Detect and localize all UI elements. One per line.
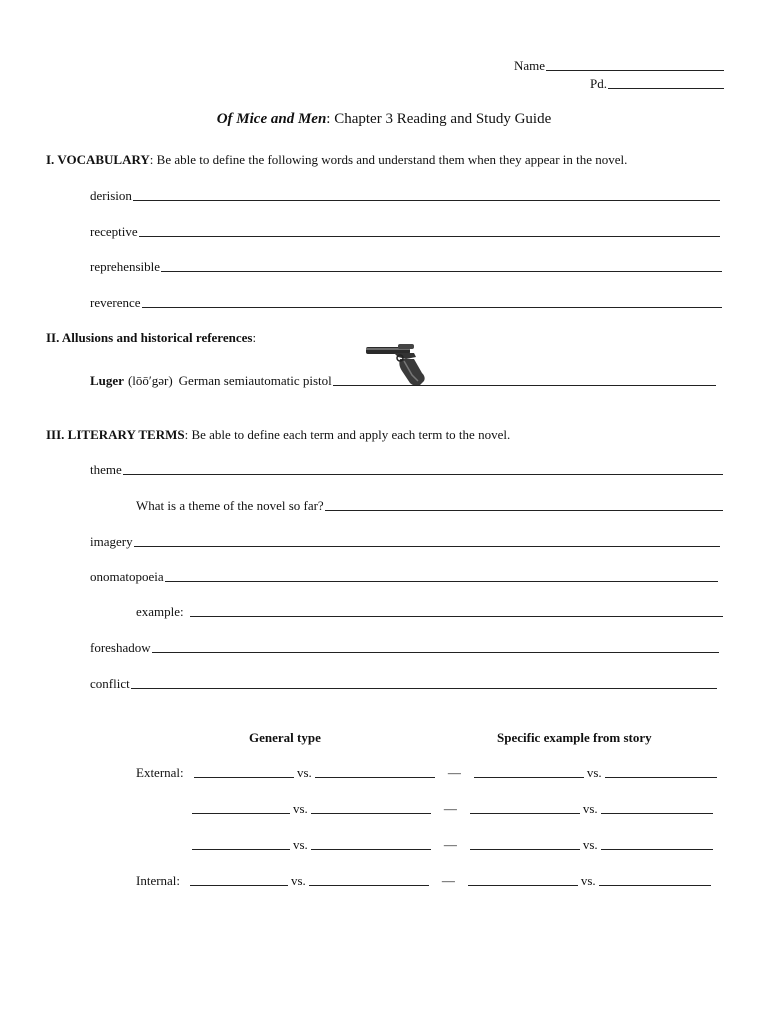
vs-label: vs. <box>293 837 308 852</box>
title-rest: : Chapter 3 Reading and Study Guide <box>326 111 552 127</box>
term-row[interactable] <box>90 569 718 585</box>
theme-question-row[interactable] <box>136 498 723 514</box>
answer-blank[interactable] <box>315 777 435 778</box>
answer-blank[interactable] <box>474 777 584 778</box>
dash: — <box>443 837 457 852</box>
term-row[interactable] <box>90 640 719 656</box>
vs-label: vs. <box>580 873 596 888</box>
conflict-row[interactable] <box>189 801 716 817</box>
answer-blank[interactable] <box>194 777 294 778</box>
term-row[interactable] <box>90 676 717 692</box>
col-specific-example: Specific example from story <box>497 730 652 745</box>
answer-blank[interactable] <box>190 885 288 886</box>
literary-heading: III. LITERARY TERMS <box>46 427 185 442</box>
vocab-row[interactable] <box>90 188 720 204</box>
answer-blank[interactable] <box>605 777 717 778</box>
term-foreshadow: foreshadow <box>90 640 151 655</box>
example-label: example: <box>136 604 184 619</box>
answer-blank[interactable] <box>192 849 290 850</box>
allusion-definition: German semiautomatic pistol <box>178 373 332 388</box>
vocab-instructions: : Be able to define the following words and understand them when they appear in the novel. <box>149 152 628 167</box>
dash: — <box>441 873 455 888</box>
pd-field[interactable] <box>590 76 724 92</box>
answer-blank[interactable] <box>601 849 713 850</box>
pd-label: Pd. <box>590 76 607 91</box>
answer-blank[interactable] <box>131 688 717 689</box>
answer-blank[interactable] <box>470 849 580 850</box>
dash: — <box>443 801 457 816</box>
dash: — <box>447 765 461 780</box>
conflict-row[interactable] <box>191 765 720 781</box>
answer-blank[interactable] <box>601 813 713 814</box>
name-field[interactable] <box>514 58 724 74</box>
answer-blank[interactable] <box>470 813 580 814</box>
pd-blank[interactable] <box>608 88 724 89</box>
vocab-row[interactable] <box>90 295 722 311</box>
answer-blank[interactable] <box>190 616 723 617</box>
term-row[interactable] <box>90 534 720 550</box>
allusion-term: Luger <box>90 373 124 388</box>
vocab-word: derision <box>90 188 132 203</box>
theme-question: What is a theme of the novel so far? <box>136 498 324 513</box>
allusions-heading-line <box>46 330 256 346</box>
conflict-row[interactable] <box>187 873 714 889</box>
answer-blank[interactable] <box>134 546 720 547</box>
book-title: Of Mice and Men <box>216 111 327 127</box>
term-row[interactable] <box>90 462 723 478</box>
vocab-heading: I. VOCABULARY <box>46 152 150 167</box>
internal-label: Internal: <box>136 873 181 888</box>
allusion-row[interactable] <box>90 373 716 389</box>
allusions-colon: : <box>252 330 257 345</box>
answer-blank[interactable] <box>165 581 718 582</box>
answer-blank[interactable] <box>468 885 578 886</box>
vocab-row[interactable] <box>90 224 720 240</box>
term-conflict: conflict <box>90 676 130 691</box>
allusions-heading: II. Allusions and historical references <box>46 330 253 345</box>
vocab-word: reverence <box>90 295 141 310</box>
vocab-word: receptive <box>90 224 138 239</box>
allusion-pronunciation: (lōō′gər) <box>127 373 173 388</box>
answer-blank[interactable] <box>311 849 431 850</box>
answer-blank[interactable] <box>192 813 290 814</box>
vs-label: vs. <box>582 837 598 852</box>
answer-blank[interactable] <box>142 307 722 308</box>
vocab-word: reprehensible <box>90 259 161 274</box>
answer-blank[interactable] <box>599 885 711 886</box>
term-imagery: imagery <box>90 534 133 549</box>
answer-blank[interactable] <box>309 885 429 886</box>
vocab-row[interactable] <box>90 259 722 275</box>
literary-instructions: : Be able to define each term and apply each term to the novel. <box>184 427 511 442</box>
col-general-type: General type <box>249 730 321 745</box>
answer-blank[interactable] <box>333 385 716 386</box>
term-theme: theme <box>90 462 122 477</box>
term-onomatopoeia: onomatopoeia <box>90 569 164 584</box>
conflict-row[interactable] <box>189 837 716 853</box>
name-label: Name <box>514 58 546 73</box>
answer-blank[interactable] <box>325 510 723 511</box>
vs-label: vs. <box>293 801 308 816</box>
vs-label: vs. <box>582 801 598 816</box>
external-label: External: <box>136 765 184 780</box>
vs-label: vs. <box>297 765 312 780</box>
answer-blank[interactable] <box>123 474 723 475</box>
answer-blank[interactable] <box>133 200 720 201</box>
vs-label: vs. <box>586 765 602 780</box>
answer-blank[interactable] <box>152 652 719 653</box>
page-title <box>0 111 768 128</box>
vocab-heading-line <box>46 152 627 168</box>
answer-blank[interactable] <box>161 271 722 272</box>
name-blank[interactable] <box>546 70 724 71</box>
answer-blank[interactable] <box>139 236 720 237</box>
example-row[interactable] <box>136 604 723 620</box>
literary-heading-line <box>46 427 510 443</box>
answer-blank[interactable] <box>311 813 431 814</box>
vs-label: vs. <box>291 873 306 888</box>
